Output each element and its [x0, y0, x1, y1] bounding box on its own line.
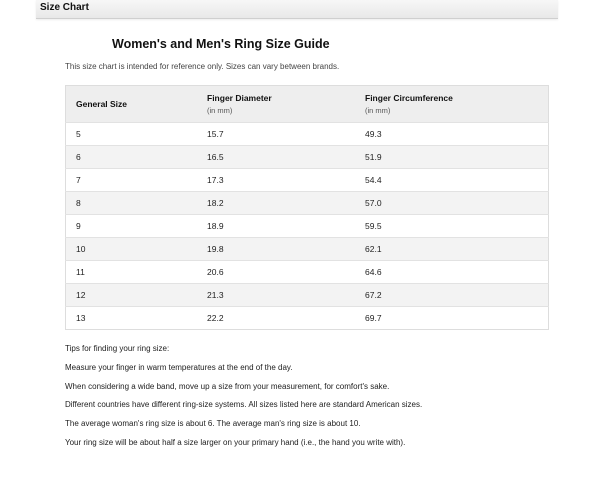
cell-diameter: 17.3	[207, 175, 224, 185]
tip-item: Measure your finger in warm temperatures at the end of the day.	[65, 362, 293, 372]
cell-diameter: 18.2	[207, 198, 224, 208]
tip-item: When considering a wide band, move up a size from your measurement, for comfort's sake.	[65, 381, 390, 391]
header-label: General Size	[76, 99, 128, 109]
cell-circumference: 67.2	[365, 290, 382, 300]
table-row	[66, 123, 549, 146]
cell-diameter: 16.5	[207, 152, 224, 162]
cell-size: 6	[76, 152, 81, 162]
cell-circumference: 57.0	[365, 198, 382, 208]
cell-diameter: 19.8	[207, 244, 224, 254]
header-label: Finger Diameter	[207, 93, 272, 103]
guide-intro: This size chart is intended for reference only. Sizes can vary between brands.	[65, 62, 340, 71]
cell-circumference: 62.1	[365, 244, 382, 254]
cell-size: 7	[76, 175, 81, 185]
tips-heading: Tips for finding your ring size:	[65, 344, 170, 353]
cell-diameter: 20.6	[207, 267, 224, 277]
table-row	[66, 192, 549, 215]
table-row	[66, 215, 549, 238]
panel-header	[36, 0, 558, 19]
table-row	[66, 261, 549, 284]
cell-circumference: 51.9	[365, 152, 382, 162]
cell-diameter: 22.2	[207, 313, 224, 323]
ring-size-tips	[65, 344, 545, 457]
table-header-row	[66, 86, 549, 123]
cell-size: 12	[76, 290, 86, 300]
cell-diameter: 15.7	[207, 129, 224, 139]
header-unit: (in mm)	[207, 106, 233, 115]
table-row	[66, 169, 549, 192]
tip-item: Different countries have different ring-size systems. All sizes listed here are standard American sizes.	[65, 400, 423, 410]
cell-circumference: 54.4	[365, 175, 382, 185]
cell-circumference: 69.7	[365, 313, 382, 323]
tip-item: The average woman's ring size is about 6. The average man's ring size is about 10.	[65, 419, 361, 429]
cell-size: 13	[76, 313, 86, 323]
header-finger-diameter	[197, 86, 355, 123]
table-row	[66, 146, 549, 169]
tip-item: Your ring size will be about half a size larger on your primary hand (i.e., the hand you write with).	[65, 437, 406, 447]
panel-title: Size Chart	[40, 2, 89, 13]
cell-size: 10	[76, 244, 86, 254]
cell-size: 5	[76, 129, 81, 139]
cell-circumference: 64.6	[365, 267, 382, 277]
header-unit: (in mm)	[365, 106, 391, 115]
cell-size: 9	[76, 221, 81, 231]
ring-size-table	[65, 85, 549, 330]
guide-title: Women's and Men's Ring Size Guide	[112, 37, 330, 51]
header-general-size	[66, 86, 198, 123]
header-finger-circumference	[355, 86, 549, 123]
cell-circumference: 59.5	[365, 221, 382, 231]
cell-size: 11	[76, 267, 85, 277]
header-label: Finger Circumference	[365, 93, 453, 103]
table-row	[66, 284, 549, 307]
cell-diameter: 18.9	[207, 221, 224, 231]
table-row	[66, 307, 549, 330]
cell-diameter: 21.3	[207, 290, 224, 300]
size-chart-panel	[36, 0, 558, 491]
table-row	[66, 238, 549, 261]
cell-size: 8	[76, 198, 81, 208]
cell-circumference: 49.3	[365, 129, 382, 139]
